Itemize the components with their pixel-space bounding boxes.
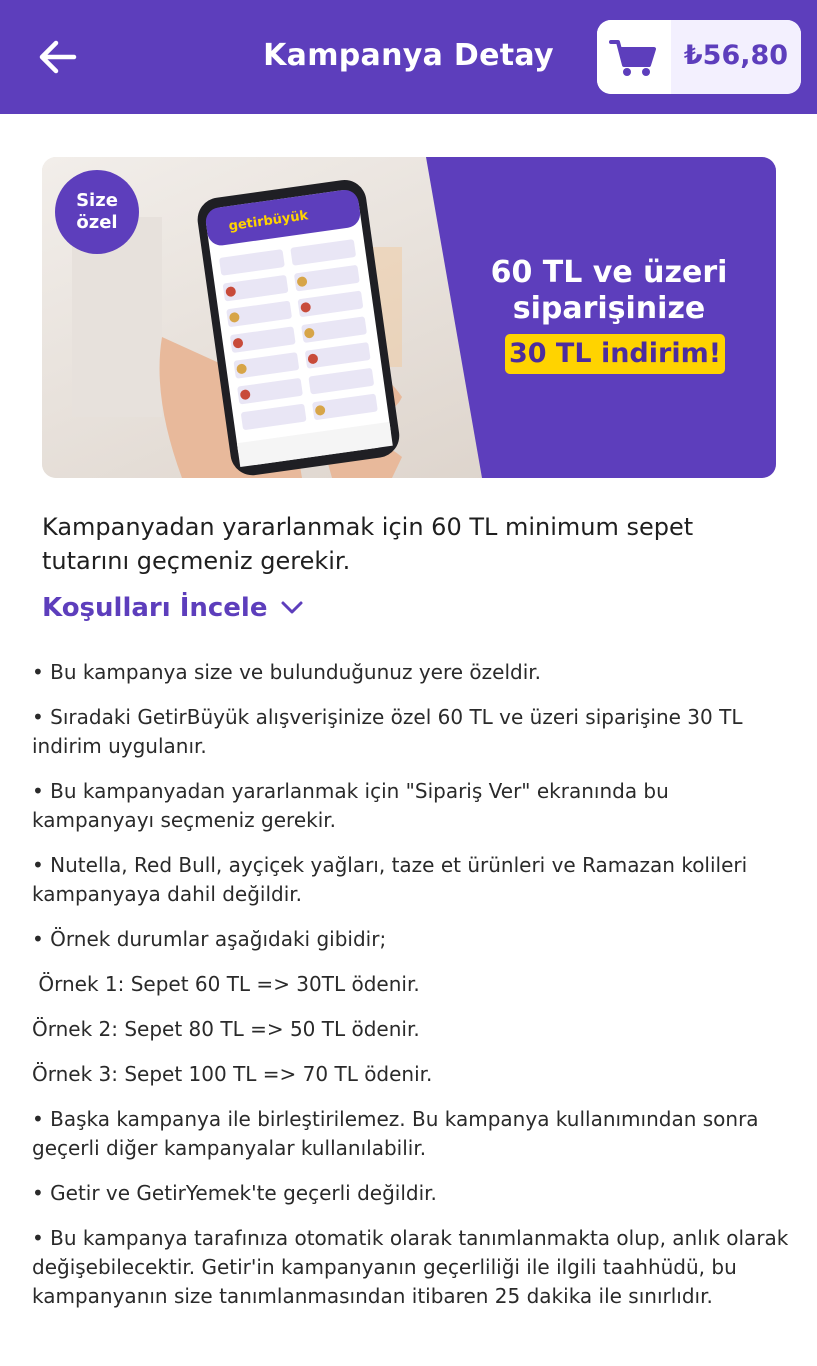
badge-line-1: Size [76,190,118,211]
cart-amount: ₺56,80 [683,40,789,71]
condition-item: • Nutella, Red Bull, ayçiçek yağları, taze et ürünleri ve Ramazan kolileri kampanyaya dahil değildir. [32,853,748,906]
page-title: Kampanya Detay [263,38,554,73]
condition-item: • Sıradaki GetirBüyük alışverişinize özel 60 TL ve üzeri siparişine 30 TL indirim uygulanır. [32,705,743,758]
cart-icon [597,20,671,94]
condition-item: • Örnek durumlar aşağıdaki gibidir; [32,927,387,951]
phone-brand-text: getirbüyük [227,208,310,235]
condition-item: • Bu kampanya size ve bulunduğunuz yere özeldir. [32,660,541,684]
conditions-toggle[interactable] [42,588,305,628]
promo-discount: 30 TL indirim! [505,334,725,374]
size-ozel-badge [55,170,139,254]
badge-line-2: özel [76,212,118,233]
condition-item: • Başka kampanya ile birleştirilemez. Bu kampanya kullanımından sonra geçerli diğer kampanyalar kullanılabilir. [32,1107,759,1160]
condition-item: Örnek 1: Sepet 60 TL => 30TL ödenir. [32,972,420,996]
conditions-list [32,658,797,1327]
conditions-toggle-label: Koşulları İncele [42,593,268,623]
cart-button[interactable] [597,20,801,94]
chevron-down-icon [279,595,305,621]
campaign-summary: Kampanyadan yararlanmak için 60 TL minimum sepet tutarını geçmeniz gerekir. [42,513,694,575]
campaign-banner [42,157,776,478]
condition-item: • Getir ve GetirYemek'te geçerli değildir. [32,1181,437,1205]
condition-item: • Bu kampanya tarafınıza otomatik olarak tanımlanmakta olup, anlık olarak değişebilecektir. Getir'in kampanyanın geçerliliği ile ilgili taahhüdü, bu kampanyanın size tanımlanmasından itibaren 25 dakika ile sınırlıdır. [32,1226,789,1308]
condition-item: Örnek 2: Sepet 80 TL => 50 TL ödenir. [32,1017,420,1041]
promo-line-2: siparişinize [512,291,706,326]
condition-item: • Bu kampanyadan yararlanmak için "Sipariş Ver" ekranında bu kampanyayı seçmeniz gerekir. [32,779,669,832]
app-header [0,0,817,114]
promo-line-1: 60 TL ve üzeri [490,255,728,290]
condition-item: Örnek 3: Sepet 100 TL => 70 TL ödenir. [32,1062,433,1086]
